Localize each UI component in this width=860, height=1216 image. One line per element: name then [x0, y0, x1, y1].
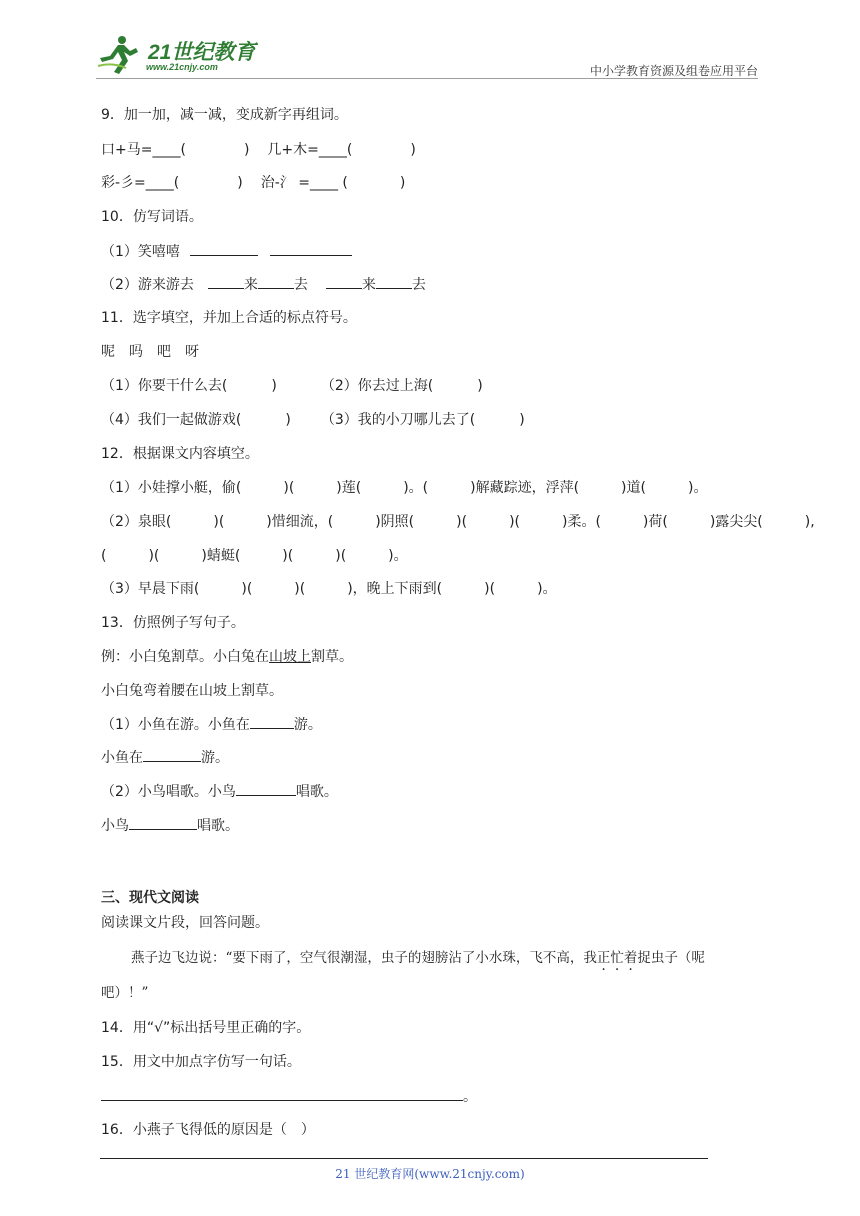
example-post: 割草。	[311, 649, 353, 665]
q9-title: 9．加一加，减一减，变成新字再组词。	[101, 107, 348, 123]
q13-s2b	[101, 815, 239, 836]
q10-row2	[101, 274, 426, 295]
q11-close: )	[285, 412, 291, 428]
runner-logo-icon	[96, 34, 146, 76]
q11-choices: 呢 吗 吧 呀	[101, 344, 199, 360]
answer-blank[interactable]	[326, 274, 362, 289]
answer-blank[interactable]	[143, 747, 201, 762]
answer-blank[interactable]	[258, 274, 294, 289]
q10-item1-label: （1）笑嘻嘻	[101, 244, 180, 260]
q16: 16．小燕子飞得低的原因是（ ）	[101, 1122, 315, 1138]
q15-period: 。	[463, 1089, 477, 1105]
q13-example	[101, 647, 353, 667]
q13-s2	[101, 781, 338, 802]
q13-chang: 唱歌。	[295, 784, 338, 800]
q10-item2-label: （2）游来游去	[101, 277, 194, 293]
passage-post: 捉虫子（呢	[637, 950, 705, 966]
header-divider	[96, 78, 758, 79]
q10-title: 10．仿写词语。	[101, 209, 203, 225]
dotted-char: 着	[623, 950, 638, 966]
q11-item4: （3）我的小刀哪儿去了(	[320, 412, 476, 428]
q11-close: )	[519, 412, 525, 428]
q11-close: )	[477, 378, 483, 394]
q12-poem2: （2）泉眼( )( )惜细流，( )阴照( )( )( )柔。( )荷( )露尖尖( ),	[101, 514, 815, 530]
answer-blank[interactable]	[270, 241, 352, 256]
q14: 14．用“√”标出括号里正确的字。	[101, 1020, 311, 1036]
q11-row1	[101, 376, 483, 396]
q10-lai: 来	[361, 277, 376, 293]
q13-title: 13．仿照例子写句子。	[101, 615, 245, 631]
q15: 15．用文中加点字仿写一句话。	[101, 1054, 301, 1070]
q10-lai: 来	[243, 277, 258, 293]
q9-item3: 彩-彡=____(	[101, 175, 180, 191]
q11-item2: （2）你去过上海(	[320, 378, 434, 394]
q9-item1-close: )	[243, 142, 250, 158]
q12-item3: （3）早晨下雨( )( )( )，晚上下雨到( )( )。	[101, 581, 557, 597]
q12-poem2-cont: ( )( )蜻蜓( )( )( )。	[101, 548, 408, 564]
footer-text: 21 世纪教育网(www.21cnjy.com)	[335, 1167, 525, 1181]
q13-s2-text: （2）小鸟唱歌。小鸟	[101, 784, 236, 800]
answer-blank[interactable]	[208, 274, 244, 289]
q9-item2: 几+木=____(	[267, 142, 353, 158]
q15-answer	[101, 1086, 477, 1107]
answer-blank[interactable]	[376, 274, 412, 289]
passage-line1	[131, 948, 705, 968]
q11-close: )	[271, 378, 277, 394]
q12-poem1: （1）小娃撑小艇，偷( )( )莲( )。( )解藏踪迹，浮萍( )道( )。	[101, 480, 708, 496]
q9-item3-close: )	[237, 175, 243, 191]
q9-row1	[101, 140, 416, 160]
answer-blank[interactable]	[236, 781, 296, 796]
answer-blank[interactable]	[250, 714, 294, 729]
q11-title: 11．选字填空，并加上合适的标点符号。	[101, 310, 357, 326]
q13-s1b	[101, 747, 229, 768]
footer-divider	[100, 1158, 708, 1159]
q9-item1: 口+马=____(	[101, 142, 186, 158]
passage-pre: 燕子边飞边说：“要下雨了，空气很潮湿，虫子的翅膀沾了小水珠，飞不高，我	[131, 950, 597, 966]
q9-item4-close: )	[399, 175, 406, 191]
q10-qu: 去	[293, 277, 308, 293]
q13-s1-text: （1）小鱼在游。小鱼在	[101, 717, 250, 733]
q11-item1: （1）你要干什么去(	[101, 378, 228, 394]
q13-s1	[101, 714, 322, 735]
q9-row2	[101, 173, 405, 193]
passage-line2: 吧）！”	[101, 985, 149, 1001]
answer-blank[interactable]	[129, 815, 197, 830]
q11-row2	[101, 410, 525, 430]
q13-you: 游。	[293, 717, 322, 733]
answer-blank[interactable]	[190, 241, 258, 256]
q13-chang: 唱歌。	[197, 818, 239, 834]
answer-blank[interactable]	[101, 1086, 463, 1101]
dotted-char: 忙	[610, 950, 624, 966]
q13-you: 游。	[201, 750, 229, 766]
platform-name: 中小学教育资源及组卷应用平台	[589, 64, 758, 78]
q10-row1	[101, 241, 352, 262]
dotted-char: 正	[596, 950, 611, 966]
example-underlined: 山坡上	[269, 649, 311, 665]
logo-text: 21世纪教育	[148, 41, 256, 64]
q11-item3: （4）我们一起做游戏(	[101, 412, 242, 428]
site-logo	[96, 34, 266, 76]
q12-title: 12．根据课文内容填空。	[101, 446, 259, 462]
page-header	[96, 30, 758, 80]
section-intro: 阅读课文片段，回答问题。	[101, 915, 269, 931]
logo-subtext: www.21cnjy.com	[146, 62, 218, 72]
example-pre: 例：小白兔割草。小白兔在	[101, 649, 269, 665]
q9-item4: 治-氵 =____ (	[260, 175, 348, 191]
q13-example2: 小白兔弯着腰在山坡上割草。	[101, 683, 283, 699]
q13-s2b-text: 小鸟	[101, 818, 129, 834]
q13-s1b-text: 小鱼在	[101, 750, 143, 766]
section-title: 三、现代文阅读	[101, 890, 199, 906]
q10-qu: 去	[411, 277, 426, 293]
q9-item2-close: )	[410, 142, 416, 158]
